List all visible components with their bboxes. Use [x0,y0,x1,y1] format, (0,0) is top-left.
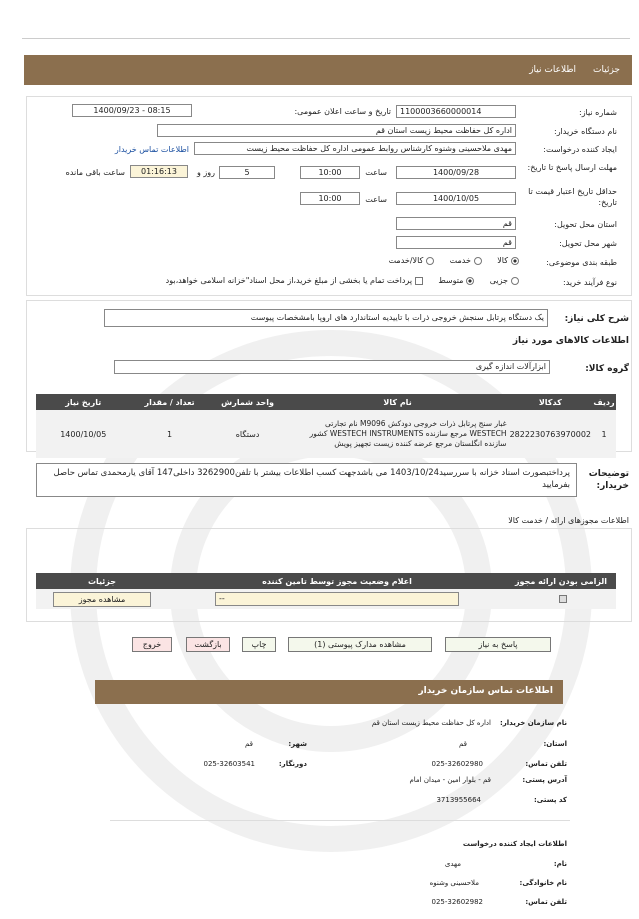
creator-field: مهدی ملاحسینی وشنوه کارشناس روابط عمومی اداره کل حفاظت محیط زیست [194,142,516,155]
col-status: اعلام وضعیت مجوز توسط تامین کننده [168,573,506,589]
creator-name-label: نام: [553,860,567,868]
reply-date-field: 1400/09/28 [396,166,516,179]
payment-note: پرداخت تمام یا بخشی از مبلغ خرید،از محل اسناد"خزانه اسلامی خواهد،بود [165,276,413,285]
contact-address-value: قم - بلوار امین - میدان امام [409,776,491,784]
category-options [389,256,519,265]
buyer-org-label: نام دستگاه خریدار: [554,127,617,136]
summary-label: شرح کلی نیاز: [564,314,629,324]
goods-group-field: ابزارآلات اندازه گیری [114,360,550,374]
remaining-time-field: 01:16:13 [130,165,188,178]
creator-phone-value: 025-32602982 [431,898,483,906]
notes-label: توضیحات خریدار: [588,469,629,491]
cell-unit: دستگاه [235,429,260,439]
tab-need-info[interactable]: اطلاعات نیاز [529,65,576,75]
radio-medium[interactable] [466,277,474,285]
city-field: قم [396,236,516,249]
days-field: 5 [219,166,275,179]
creator-phone-label: تلفن تماس: [525,898,567,906]
contact-org-value: اداره کل حفاظت محیط زیست استان قم [371,719,491,727]
validity-label: حداقل تاریخ اعتبار قیمت تا تاریخ: [528,187,617,207]
back-button[interactable]: بازگشت [186,637,230,652]
cell-details [36,589,168,609]
contact-phone-label: تلفن تماس: [525,760,567,768]
reply-button[interactable]: پاسخ به نیاز [445,637,551,652]
col-qty: تعداد / مقدار [131,394,209,410]
notes-field: پرداختبصورت اسناد خزانه با سررسید1403/10/24 می باشدجهت کسب اطلاعات بیشتر با تلفن3262900 داخلی147 آقای یارمحمدی تماس حاصل بفرمایید [36,463,577,497]
creator-info-title: اطلاعات ایجاد کننده درخواست [462,840,567,848]
radio-goods-label: کالا [497,256,508,265]
goods-section-title: اطلاعات کالاهای مورد نیاز [512,336,629,346]
radio-medium-label: متوسط [438,276,464,285]
contact-fax-label: دورنگار: [278,760,307,768]
cell-qty: 1 [167,429,173,439]
purchase-type-options [166,276,519,285]
radio-minor-label: جزیی [489,276,508,285]
contact-title: اطلاعات تماس سازمان خریدار [418,686,553,696]
goods-group-label: گروه کالا: [585,364,629,374]
contact-province-label: استان: [543,740,567,748]
contact-postal-value: 3713955664 [436,796,481,804]
tab-details[interactable]: جزئیات [593,65,620,75]
purchase-type-label: نوع فرآیند خرید: [563,278,617,287]
contact-phone-value: 025-32602980 [431,760,483,768]
view-docs-button[interactable]: مشاهده مدارک پیوستی (1) [288,637,432,652]
table-row [36,410,616,458]
contact-header [95,680,563,704]
radio-minor[interactable] [511,277,519,285]
radio-goods-service-label: کالا/خدمت [388,256,424,265]
radio-goods-service[interactable] [426,257,434,265]
province-field: قم [396,217,516,230]
validity-time-field: 10:00 [300,192,360,205]
contact-fax-value: 025-32603541 [203,760,255,768]
required-checkbox [559,595,567,603]
col-date: تاریخ نیاز [36,394,131,410]
creator-label: ایجاد کننده درخواست: [543,145,617,154]
category-label: طبقه بندی موضوعی: [546,258,617,267]
print-button[interactable]: چاپ [242,637,276,652]
top-rule [22,38,630,39]
days-label: روز و [197,168,215,177]
cell-date: 1400/10/05 [60,429,107,439]
permits-table [36,573,616,609]
contact-city-value: قم [244,740,253,748]
page-header [24,55,632,85]
cell-row: 1 [601,429,607,439]
col-row: ردیف [592,394,616,410]
col-name: نام کالا [287,394,509,410]
col-code: کدکالا [509,394,592,410]
cell-name: غبار سنج پرتابل ذرات خروجی دودکش M9096 نام تجارتی WESTECH مرجع سازنده WESTECH INSTRUMENTS کشور سازنده انگلستان مرجع عرضه کننده زیست تجهیز پویش [309,419,507,448]
contact-address-label: آدرس پستی: [522,776,567,784]
contact-org-label: نام سازمان خریدار: [499,719,567,727]
creator-family-value: ملاحسینی وشنوه [429,879,479,887]
buyer-contact-link[interactable]: اطلاعات تماس خریدار [114,145,189,154]
radio-service-label: خدمت [449,256,471,265]
radio-goods[interactable] [511,257,519,265]
table-row [36,589,616,609]
cell-code: 2822230763970002 [509,429,591,439]
col-required: الزامی بودن ارائه مجوز [506,573,616,589]
col-unit: واحد شمارش [209,394,287,410]
province-label: استان محل تحویل: [554,220,617,229]
contact-province-value: قم [458,740,467,748]
goods-table [36,394,616,458]
payment-checkbox[interactable] [415,277,423,285]
creator-name-value: مهدی [444,860,461,868]
contact-postal-label: کد پستی: [533,796,567,804]
city-label: شهر محل تحویل: [559,239,617,248]
validity-time-label: ساعت [365,195,387,204]
permits-header [36,573,616,589]
announce-label: تاریخ و ساعت اعلان عمومی: [294,107,391,116]
need-number-label: شماره نیاز: [579,108,617,117]
need-number-field: 1100003660000014 [396,105,516,118]
status-field: -- [215,592,459,606]
creator-family-label: نام خانوادگی: [519,879,567,887]
goods-table-header [36,394,616,410]
contact-divider [110,820,570,821]
reply-deadline-label: مهلت ارسال پاسخ تا تاریخ: [527,163,617,172]
reply-time-label: ساعت [365,168,387,177]
cell-required [506,589,616,609]
col-details: جزئیات [36,573,168,589]
summary-field: یک دستگاه پرتابل سنجش خروجی ذرات با تاییدیه استاندارد های اروپا بامشخصات پیوست [104,309,548,327]
permits-title: اطلاعات مجوزهای ارائه / خدمت کالا [508,516,629,525]
remaining-label: ساعت باقی مانده [65,168,125,177]
announce-field: 1400/09/23 - 08:15 [72,104,192,117]
cell-status [168,589,506,609]
contact-city-label: شهر: [288,740,307,748]
reply-time-field: 10:00 [300,166,360,179]
exit-button[interactable]: خروج [132,637,172,652]
validity-date-field: 1400/10/05 [396,192,516,205]
radio-service[interactable] [474,257,482,265]
view-permit-button[interactable]: مشاهده مجوز [53,592,151,607]
buyer-org-field: اداره کل حفاظت محیط زیست استان قم [157,124,516,137]
